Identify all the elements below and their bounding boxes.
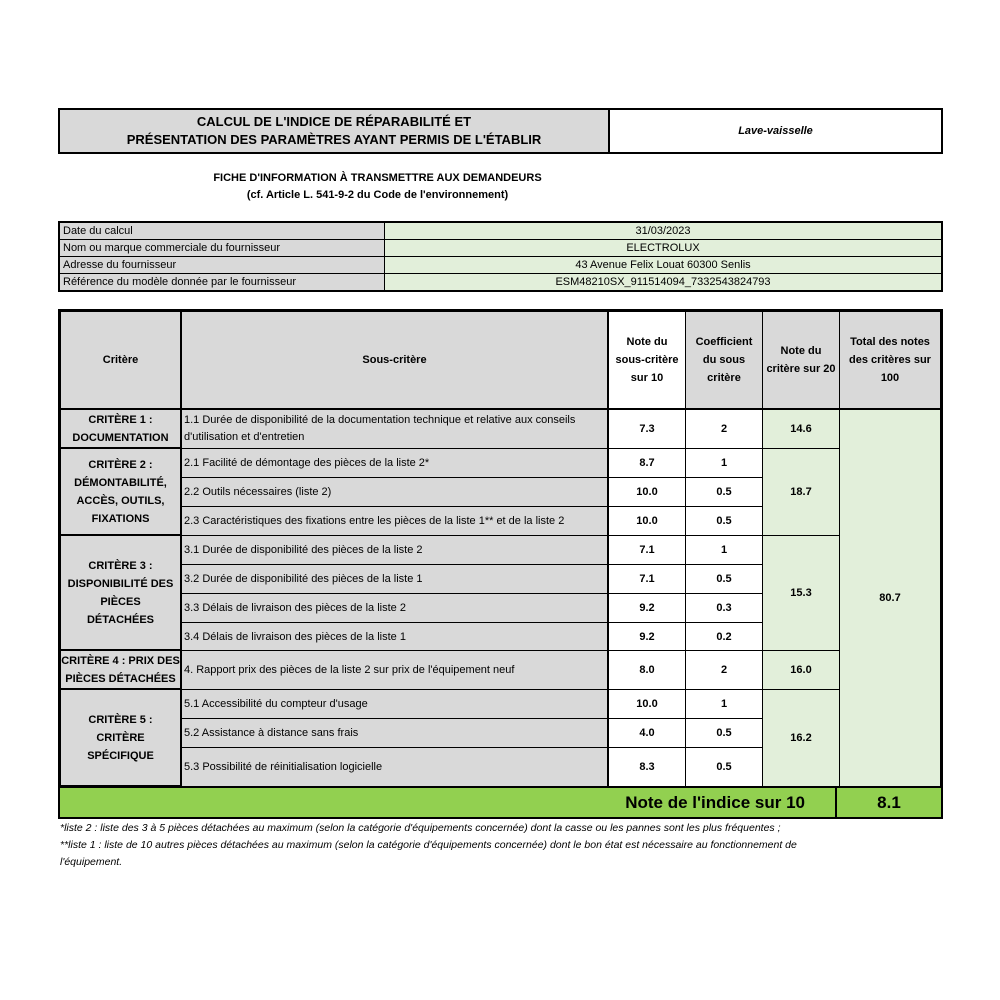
sub-criterion-coef: 2 (685, 409, 763, 449)
header-note-critere: Note du critère sur 20 (762, 311, 840, 410)
info-label: Adresse du fournisseur (59, 257, 385, 274)
sub-criterion-coef: 0.3 (685, 593, 763, 623)
repairability-table (58, 309, 943, 819)
criterion-1-score: 14.6 (762, 409, 840, 449)
sub-criterion-label: 4. Rapport prix des pièces de la liste 2 sur prix de l'équipement neuf (181, 650, 609, 690)
criterion-3-score: 15.3 (762, 535, 840, 651)
footnote-liste-2: *liste 2 : liste des 3 à 5 pièces détachées au maximum (selon la catégorie d'équipements concernée) dont la casse ou les pannes sont les plus fréquentes ; (60, 822, 781, 834)
criterion-2-score: 18.7 (762, 448, 840, 536)
sub-criterion-note: 10.0 (608, 689, 686, 719)
criterion-5-score: 16.2 (762, 689, 840, 787)
info-value: 31/03/2023 (385, 222, 943, 240)
header-note-sous-critere: Note du sous-critère sur 10 (608, 311, 686, 410)
sub-criterion-label: 2.3 Caractéristiques des fixations entre les pièces de la liste 1** et de la liste 2 (181, 506, 609, 536)
criterion-4: CRITÈRE 4 : PRIX DES PIÈCES DÉTACHÉES (60, 650, 182, 690)
sub-criterion-label: 2.1 Facilité de démontage des pièces de la liste 2* (181, 448, 609, 478)
sub-criterion-label: 3.2 Durée de disponibilité des pièces de la liste 1 (181, 564, 609, 594)
sub-criterion-note: 7.1 (608, 535, 686, 565)
criterion-4-score: 16.0 (762, 650, 840, 690)
subtitle-line-1: FICHE D'INFORMATION À TRANSMETTRE AUX DEMANDEURS (213, 172, 542, 184)
header-critere: Critère (60, 311, 182, 410)
sub-criterion-coef: 0.5 (685, 747, 763, 787)
info-row (59, 240, 942, 257)
sub-criterion-note: 10.0 (608, 477, 686, 507)
sub-criterion-coef: 0.2 (685, 622, 763, 651)
info-row (59, 274, 942, 292)
repairability-index-bar (60, 786, 941, 817)
sub-criterion-coef: 0.5 (685, 564, 763, 594)
info-value: ESM48210SX_911514094_7332543824793 (385, 274, 943, 292)
criterion-3: CRITÈRE 3 : DISPONIBILITÉ DES PIÈCES DÉTACHÉES (60, 535, 182, 651)
sub-criterion-note: 7.1 (608, 564, 686, 594)
info-label: Nom ou marque commerciale du fournisseur (59, 240, 385, 257)
sub-criterion-note: 8.7 (608, 448, 686, 478)
sub-criterion-note: 4.0 (608, 718, 686, 748)
sub-criterion-coef: 1 (685, 448, 763, 478)
sub-criterion-label: 1.1 Durée de disponibilité de la documentation technique et relative aux conseils d'utilisation et d'entretien (181, 409, 609, 449)
sub-criterion-coef: 0.5 (685, 718, 763, 748)
sub-criterion-label: 3.4 Délais de livraison des pièces de la liste 1 (181, 622, 609, 651)
info-label: Référence du modèle donnée par le fournisseur (59, 274, 385, 292)
sub-criterion-coef: 0.5 (685, 477, 763, 507)
criterion-2: CRITÈRE 2 : DÉMONTABILITÉ, ACCÈS, OUTILS, FIXATIONS (60, 448, 182, 536)
sub-criterion-label: 5.3 Possibilité de réinitialisation logicielle (181, 747, 609, 787)
sub-criterion-label: 3.1 Durée de disponibilité des pièces de la liste 2 (181, 535, 609, 565)
criterion-1: CRITÈRE 1 : DOCUMENTATION (60, 409, 182, 449)
sub-criterion-coef: 1 (685, 535, 763, 565)
sub-criterion-coef: 2 (685, 650, 763, 690)
sub-criterion-note: 9.2 (608, 593, 686, 623)
sub-criterion-note: 7.3 (608, 409, 686, 449)
index-value: 8.1 (835, 788, 941, 817)
title-line-1: CALCUL DE L'INDICE DE RÉPARABILITÉ ET (196, 114, 472, 129)
total-score: 80.7 (839, 409, 941, 787)
header-coefficient: Coefficient du sous critère (685, 311, 763, 410)
info-value: 43 Avenue Felix Louat 60300 Senlis (385, 257, 943, 274)
sub-criterion-label: 2.2 Outils nécessaires (liste 2) (181, 477, 609, 507)
document-title (60, 110, 610, 152)
sub-criterion-note: 10.0 (608, 506, 686, 536)
title-block (58, 108, 943, 154)
index-label: Note de l'indice sur 10 (625, 792, 805, 812)
product-type: Lave-vaisselle (738, 125, 813, 137)
info-row (59, 222, 942, 240)
header-total: Total des notes des critères sur 100 (839, 311, 941, 410)
sub-criterion-note: 9.2 (608, 622, 686, 651)
sub-criterion-note: 8.0 (608, 650, 686, 690)
footnote-liste-1: **liste 1 : liste de 10 autres pièces détachées au maximum (selon la catégorie d'équipements concernée) dont le bon état est nécessaire au fonctionnement de (60, 839, 797, 851)
sub-criterion-coef: 1 (685, 689, 763, 719)
header-sous-critere: Sous-critère (181, 311, 609, 410)
subtitle (150, 170, 605, 204)
sub-criterion-note: 8.3 (608, 747, 686, 787)
footnote-liste-1-continued: l'équipement. (60, 856, 123, 868)
info-value: ELECTROLUX (385, 240, 943, 257)
sub-criterion-label: 5.2 Assistance à distance sans frais (181, 718, 609, 748)
info-row (59, 257, 942, 274)
sub-criterion-label: 3.3 Délais de livraison des pièces de la liste 2 (181, 593, 609, 623)
sub-criterion-coef: 0.5 (685, 506, 763, 536)
info-label: Date du calcul (59, 222, 385, 240)
title-line-2: PRÉSENTATION DES PARAMÈTRES AYANT PERMIS DE L'ÉTABLIR (126, 132, 542, 147)
supplier-info-table (58, 221, 943, 292)
criterion-5: CRITÈRE 5 : CRITÈRE SPÉCIFIQUE (60, 689, 182, 786)
subtitle-line-2: (cf. Article L. 541-9-2 du Code de l'environnement) (246, 189, 509, 201)
sub-criterion-label: 5.1 Accessibilité du compteur d'usage (181, 689, 609, 719)
